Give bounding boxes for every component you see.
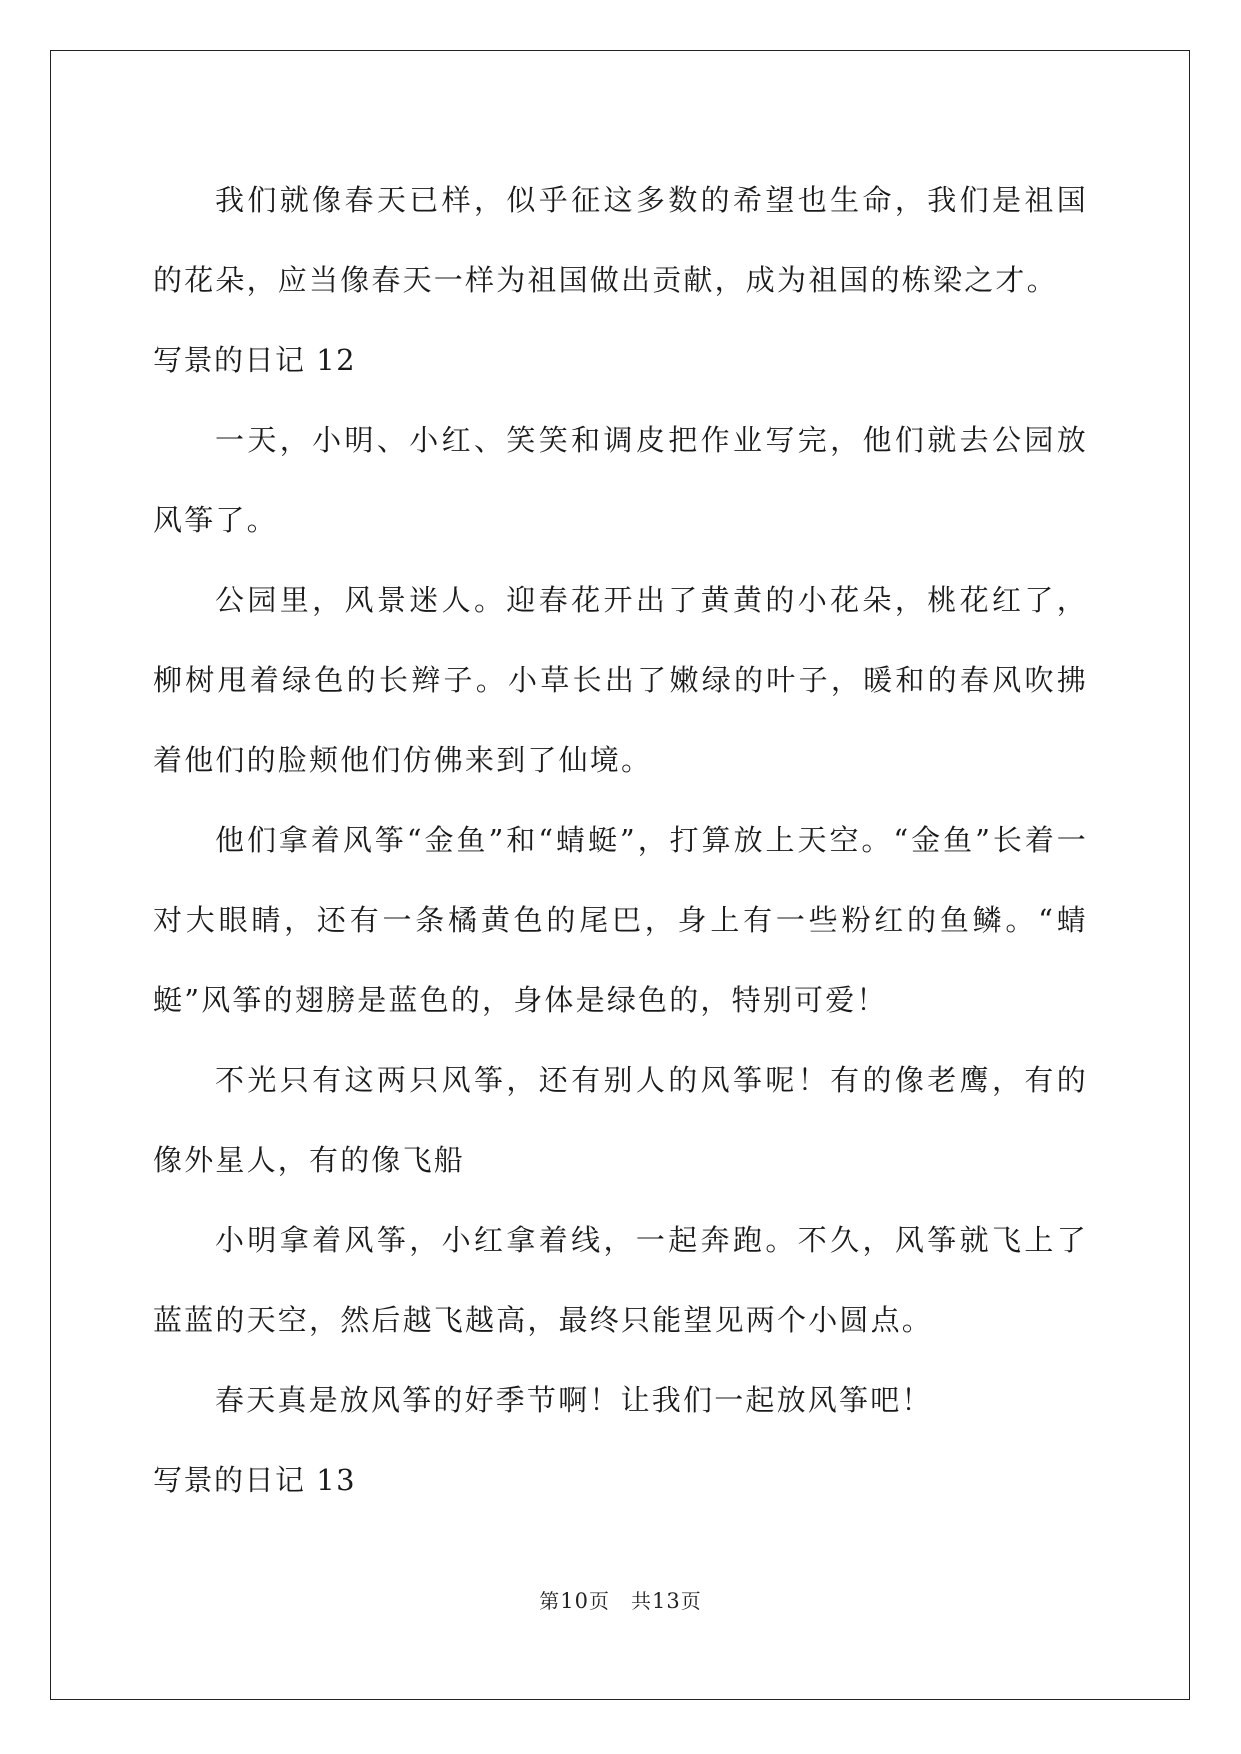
footer-prefix: 第 — [539, 1589, 561, 1613]
paragraph: 春天真是放风筝的好季节啊！让我们一起放风筝吧！ — [215, 1383, 933, 1417]
paragraph: 公园里，风景迷人。迎春花开出了黄黄的小花朵，桃花红了，柳树甩着绿色的长辫子。小草长出了嫩绿的叶子，暖和的春风吹拂着他们的脸颊他们仿佛来到了仙境。 — [153, 583, 1088, 777]
section-heading-12: 写景的日记 12 — [153, 343, 357, 377]
footer-suffix: 页 — [680, 1589, 702, 1613]
paragraph: 不光只有这两只风筝，还有别人的风筝呢！有的像老鹰，有的像外星人，有的像飞船 — [153, 1063, 1088, 1177]
document-body — [153, 160, 1088, 1520]
footer-middle: 页 共 — [589, 1589, 652, 1613]
current-page-number: 10 — [560, 1589, 589, 1613]
paragraph: 我们就像春天已样，似乎征这多数的希望也生命，我们是祖国的花朵，应当像春天一样为祖国做出贡献，成为祖国的栋梁之才。 — [153, 183, 1088, 297]
paragraph: 一天，小明、小红、笑笑和调皮把作业写完，他们就去公园放风筝了。 — [153, 423, 1088, 537]
total-page-number: 13 — [652, 1589, 681, 1613]
paragraph: 小明拿着风筝，小红拿着线，一起奔跑。不久，风筝就飞上了蓝蓝的天空，然后越飞越高，最终只能望见两个小圆点。 — [153, 1223, 1088, 1337]
page-footer — [0, 1585, 1241, 1614]
section-heading-13: 写景的日记 13 — [153, 1463, 357, 1497]
paragraph: 他们拿着风筝“金鱼”和“蜻蜓”，打算放上天空。“金鱼”长着一对大眼睛，还有一条橘黄色的尾巴，身上有一些粉红的鱼鳞。“蜻蜓”风筝的翅膀是蓝色的，身体是绿色的，特别可爱！ — [153, 823, 1088, 1017]
